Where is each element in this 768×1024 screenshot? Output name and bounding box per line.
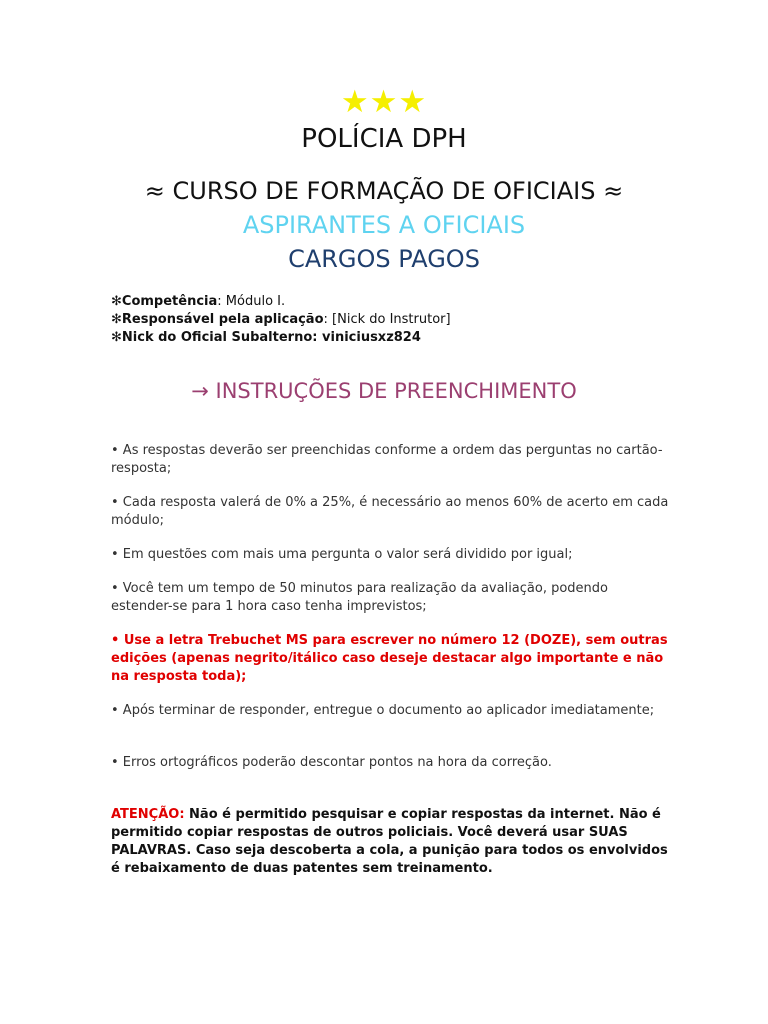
info-value: viniciusxz824 xyxy=(322,330,421,345)
info-label: Competência xyxy=(121,294,218,309)
info-sep: : xyxy=(217,294,226,309)
list-item: • Você tem um tempo de 50 minutos para realização da avaliação, podendo estender-se para 1 hora caso tenha imprevistos; xyxy=(111,581,609,614)
info-row-responsible xyxy=(111,311,711,329)
list-item-font-rule: • Use a letra Trebuchet MS para escrever no número 12 (DOZE), sem outras edições (apenas negrito/itálico caso deseje destacar algo importante e não na resposta toda); xyxy=(111,633,668,684)
asterisk-icon: ✻ xyxy=(111,294,122,309)
list-item: • Cada resposta valerá de 0% a 25%, é necessário ao menos 60% de acerto em cada módulo; xyxy=(111,495,669,528)
info-row-officer-nick xyxy=(111,329,711,347)
info-label: Responsável pela aplicação xyxy=(121,312,324,327)
info-sep: : xyxy=(312,330,323,345)
subtitle-aspirants: ASPIRANTES A OFICIAIS xyxy=(242,211,526,239)
warning-text: Não é permitido pesquisar e copiar respostas da internet. Não é permitido copiar respostas de outros policiais. Você deverá usar SUAS PALAVRAS. Caso seja descoberta a cola, a punição para todos os envolvidos é rebaixamento de duas patentes sem treinamento. xyxy=(111,807,668,876)
info-sep: : xyxy=(323,312,333,327)
warning-block xyxy=(111,806,671,878)
subtitle-paid-positions: CARGOS PAGOS xyxy=(288,245,480,273)
warning-label: ATENÇÃO: xyxy=(111,807,185,822)
info-row-competence xyxy=(111,293,711,311)
info-label: Nick do Oficial Subalterno xyxy=(121,330,313,345)
info-block xyxy=(111,293,711,347)
asterisk-icon: ✻ xyxy=(111,312,122,327)
course-heading: ≈ CURSO DE FORMAÇÃO DE OFICIAIS ≈ xyxy=(144,177,624,205)
rank-stars-icon: ★★★ xyxy=(340,84,428,120)
page-title: POLÍCIA DPH xyxy=(301,124,467,154)
list-item: • Em questões com mais uma pergunta o valor será dividido por igual; xyxy=(111,547,573,562)
instructions-heading: → INSTRUÇÕES DE PREENCHIMENTO xyxy=(191,379,577,403)
info-value: [Nick do Instrutor] xyxy=(332,312,451,327)
asterisk-icon: ✻ xyxy=(111,330,122,345)
list-item: • Erros ortográficos poderão descontar pontos na hora da correção. xyxy=(111,755,552,770)
list-item: • Após terminar de responder, entregue o documento ao aplicador imediatamente; xyxy=(111,703,655,718)
list-item: • As respostas deverão ser preenchidas conforme a ordem das perguntas no cartão-resposta; xyxy=(111,443,663,476)
info-value: Módulo I. xyxy=(225,294,286,309)
